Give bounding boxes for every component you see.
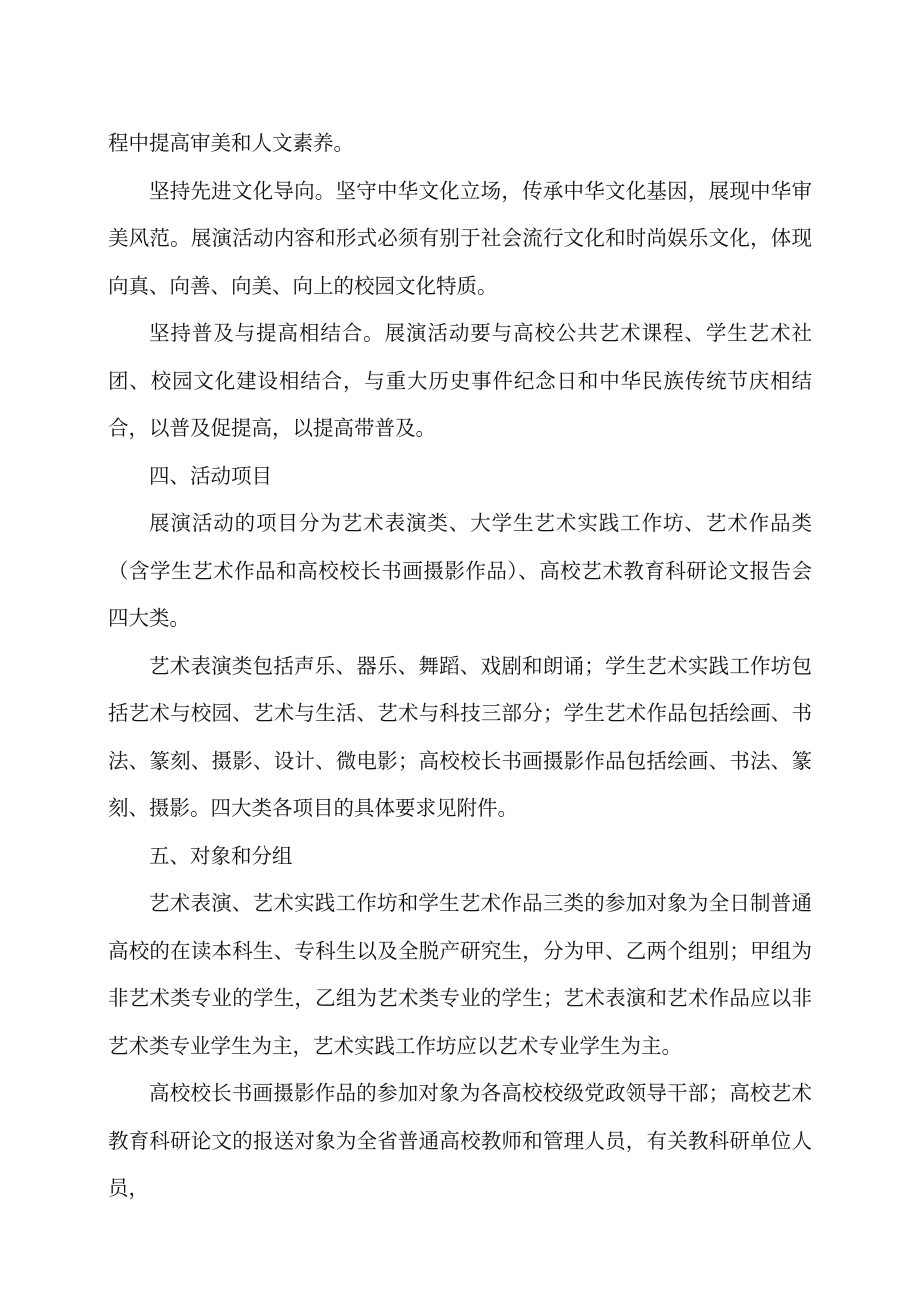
paragraph-category-details: 艺术表演类包括声乐、器乐、舞蹈、戏剧和朗诵；学生艺术实践工作坊包括艺术与校园、艺术与生活、艺术与科技三部分；学生艺术作品包括绘画、书法、篆刻、摄影、设计、微电影；高校校长书画摄影作品包括绘画、书法、篆刻、摄影。四大类各项目的具体要求见附件。 [108,653,812,820]
section-heading-activity-items: 四、活动项目 [149,463,272,488]
paragraph-cultural-orientation: 坚持先进文化导向。坚守中华文化立场，传承中华文化基因，展现中华审美风范。展演活动内容和形式必须有别于社会流行文化和时尚娱乐文化，体现向真、向善、向美、向上的校园文化特质。 [108,178,812,298]
paragraph-popularization: 坚持普及与提高相结合。展演活动要与高校公共艺术课程、学生艺术社团、校园文化建设相结合，与重大历史事件纪念日和中华民族传统节庆相结合，以普及促提高，以提高带普及。 [108,321,812,440]
paragraph-project-categories: 展演活动的项目分为艺术表演类、大学生艺术实践工作坊、艺术作品类（含学生艺术作品和高校校长书画摄影作品）、高校艺术教育科研论文报告会四大类。 [108,511,812,630]
paragraph-president-works: 高校校长书画摄影作品的参加对象为各高校校级党政领导干部；高校艺术教育科研论文的报送对象为全省普通高校教师和管理人员，有关教科研单位人员， [108,1081,812,1200]
document-body [108,120,812,1213]
section-heading-participants: 五、对象和分组 [149,843,293,868]
paragraph-continuation: 程中提高审美和人文素养。 [108,131,354,155]
paragraph-participant-groups: 艺术表演、艺术实践工作坊和学生艺术作品三类的参加对象为全日制普通高校的在读本科生、专科生以及全脱产研究生，分为甲、乙两个组别；甲组为非艺术类专业的学生，乙组为艺术类专业的学生；艺术表演和艺术作品应以非艺术类专业学生为主，艺术实践工作坊应以艺术专业学生为主。 [108,891,812,1058]
